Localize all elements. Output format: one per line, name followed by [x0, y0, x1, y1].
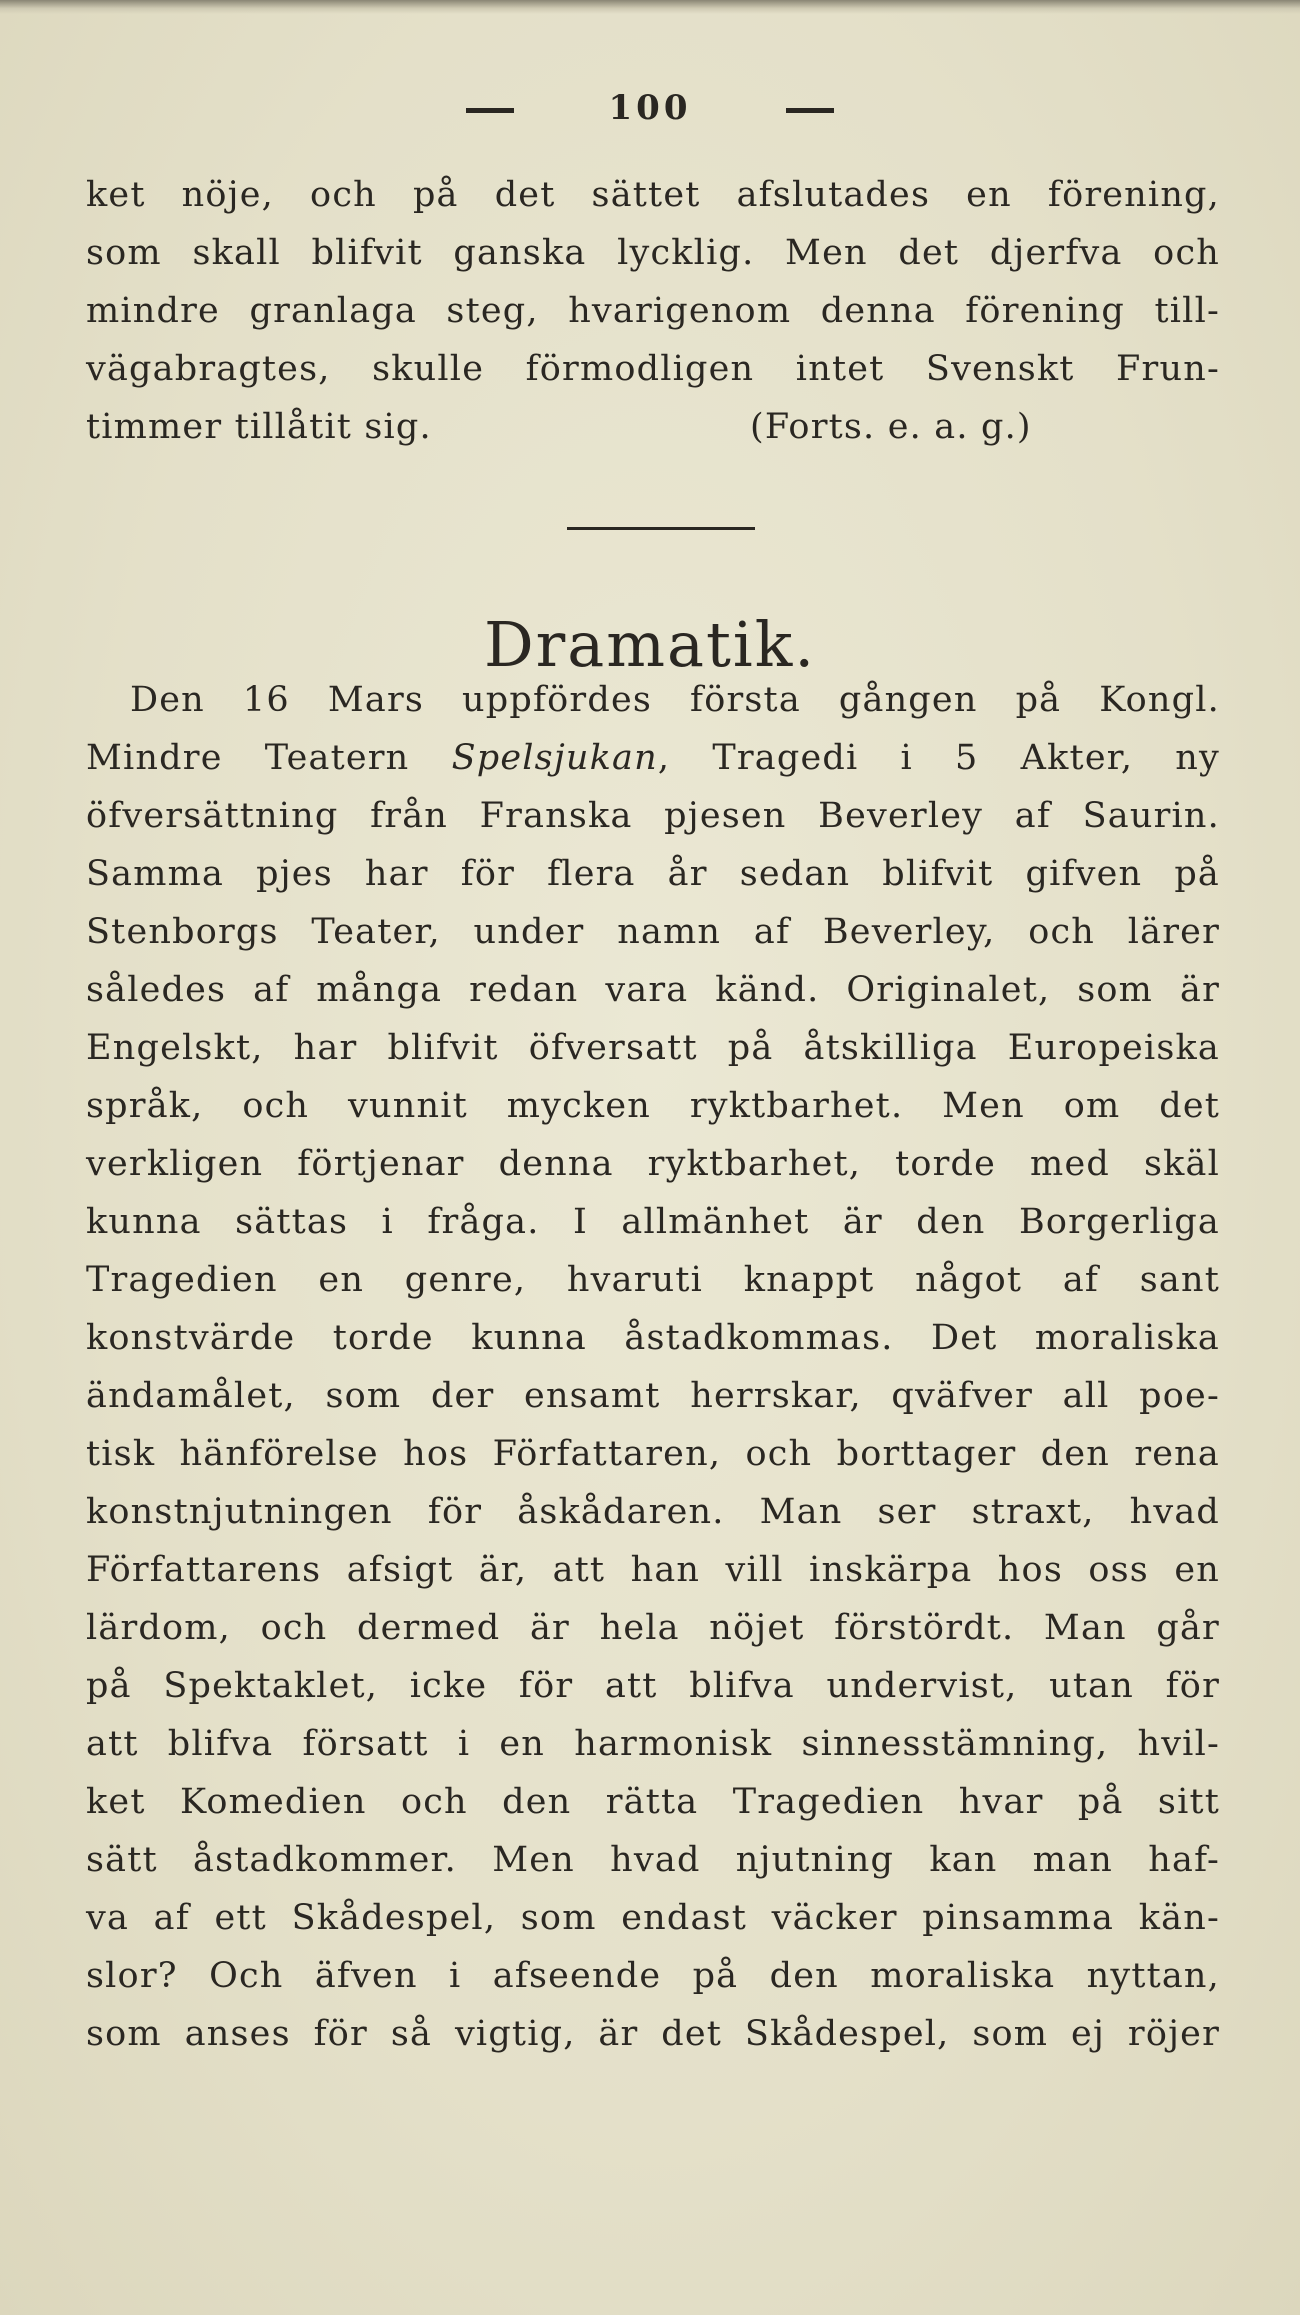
play-title: Spelsjukan [451, 738, 658, 778]
text-line: således af många redan vara känd. Originalet, som är [86, 970, 1220, 1010]
text-line-last [86, 398, 1220, 456]
paragraph-continued [86, 166, 1220, 456]
page-edge-shadow [0, 0, 1300, 14]
text-line: lärdom, och dermed är hela nöjet förstördt. Man går [86, 1608, 1220, 1648]
text-fragment: Mindre Teatern [86, 738, 452, 778]
page-number: 100 [608, 88, 692, 128]
text-line: ändamålet, som der ensamt herrskar, qväfver all poe- [86, 1376, 1220, 1416]
text-line: på Spektaklet, icke för att blifva undervist, utan för [86, 1666, 1220, 1706]
continuation-note: (Forts. e. a. g.) [750, 407, 1032, 447]
text-fragment: , Tragedi i 5 Akter, ny [657, 738, 1221, 778]
text-line: öfversättning från Franska pjesen Beverley af Saurin. [86, 796, 1220, 836]
header-dash-right [786, 108, 834, 113]
text-line: vägabragtes, skulle förmodligen intet Svenskt Frun- [86, 349, 1220, 389]
text-line: kunna sättas i fråga. I allmänhet är den Borgerliga [86, 1202, 1220, 1242]
text-line: Samma pjes har för flera år sedan blifvit gifven på [86, 854, 1220, 894]
text-line: Författarens afsigt är, att han vill inskärpa hos oss en [86, 1550, 1220, 1590]
text-line: Den 16 Mars uppfördes första gången på Kongl. [130, 680, 1220, 720]
last-line-text: timmer tillåtit sig. [86, 407, 432, 447]
paragraph-dramatik [86, 671, 1220, 2063]
text-line: mindre granlaga steg, hvarigenom denna förening till- [86, 291, 1220, 331]
section-divider [567, 527, 755, 530]
text-line: va af ett Skådespel, som endast väcker pinsamma kän- [86, 1898, 1220, 1938]
section-heading: Dramatik. [483, 607, 817, 681]
text-line: sätt åstadkommer. Men hvad njutning kan man haf- [86, 1840, 1220, 1880]
text-line: konstvärde torde kunna åstadkommas. Det moraliska [86, 1318, 1220, 1358]
text-line: tisk hänförelse hos Författaren, och borttager den rena [86, 1434, 1220, 1474]
text-line: konstnjutningen för åskådaren. Man ser straxt, hvad [86, 1492, 1220, 1532]
text-line: språk, och vunnit mycken ryktbarhet. Men om det [86, 1086, 1220, 1126]
text-line: att blifva försatt i en harmonisk sinnesstämning, hvil- [86, 1724, 1220, 1764]
text-line [86, 729, 1220, 787]
text-line: ket Komedien och den rätta Tragedien hvar på sitt [86, 1782, 1220, 1822]
text-line: Stenborgs Teater, under namn af Beverley, och lärer [86, 912, 1220, 952]
text-line: ket nöje, och på det sättet afslutades en förening, [86, 175, 1220, 215]
header-dash-left [466, 108, 514, 113]
text-line: Tragedien en genre, hvaruti knappt något af sant [86, 1260, 1220, 1300]
text-line: verkligen förtjenar denna ryktbarhet, torde med skäl [86, 1144, 1220, 1184]
page-header [0, 88, 1300, 128]
text-line: Engelskt, har blifvit öfversatt på åtskilliga Europeiska [86, 1028, 1220, 1068]
text-line: som skall blifvit ganska lycklig. Men det djerfva och [86, 233, 1220, 273]
text-line: slor? Och äfven i afseende på den moraliska nyttan, [86, 1956, 1220, 1996]
text-line: som anses för så vigtig, är det Skådespel, som ej röjer [86, 2014, 1220, 2054]
